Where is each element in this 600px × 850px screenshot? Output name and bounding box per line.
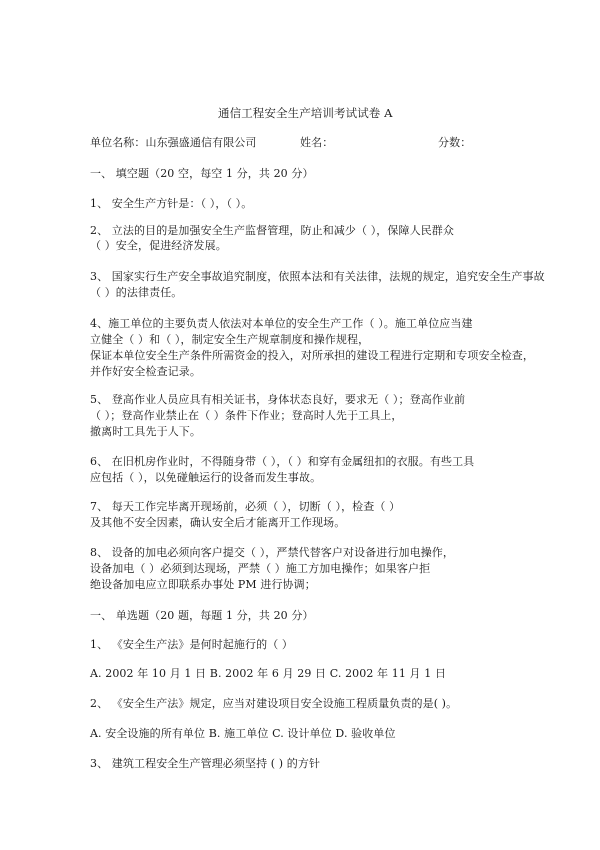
fill-question-3-line-1: 3、 国家实行生产安全事故追究制度，依照本法和有关法律，法规的规定，追究安全生产事故 [90, 270, 545, 283]
choice-question-2-stem: 2、 《安全生产法》规定，应当对建设项目安全设施工程质量负责的是( )。 [90, 697, 458, 710]
choice-section-heading: 一、 单选题（20 题，每题 1 分，共 20 分） [90, 609, 314, 622]
fill-question-5-line-3: 撤离时工具先于人下。 [90, 425, 201, 438]
fill-question-4-line-3: 保证本单位安全生产条件所需资金的投入，对所承担的建设工程进行定期和专项安全检查， [90, 349, 534, 362]
choice-question-2-options: A. 安全设施的所有单位 B. 施工单位 C. 设计单位 D. 验收单位 [90, 727, 396, 740]
exam-title: 通信工程安全生产培训考试试卷 A [218, 106, 393, 120]
choice-question-3-stem: 3、 建筑工程安全生产管理必须坚持 ( ) 的方针 [90, 757, 321, 770]
fill-question-8-line-2: 设备加电（ ）必须到达现场，严禁（ ）施工方加电操作；如果客户拒 [90, 562, 431, 575]
fill-question-4-line-2: 立健全（ ）和（ ），制定安全生产规章制度和操作规程， [90, 333, 370, 346]
choice-question-1-options: A. 2002 年 10 月 1 日 B. 2002 年 6 月 29 日 C. 2002 年 11 月 1 日 [90, 667, 447, 680]
choice-question-1-stem: 1、 《安全生产法》是何时起施行的（ ） [90, 638, 293, 651]
fill-question-6-line-2: 应包括（ ），以免碰触运行的设备而发生事故。 [90, 471, 322, 484]
score-label: 分数： [438, 136, 472, 149]
fill-question-2-line-2: （ ）安全，促进经济发展。 [90, 239, 227, 252]
fill-question-7-line-2: 及其他不安全因素，确认安全后才能离开工作现场。 [90, 516, 346, 529]
fill-question-4-line-4: 并作好安全检查记录。 [90, 365, 201, 378]
fill-question-5-line-2: （ ）；登高作业禁止在（ ）条件下作业；登高时人先于工具上， [90, 409, 403, 422]
fill-question-8-line-1: 8、 设备的加电必须向客户提交（ ），严禁代替客户对设备进行加电操作， [90, 546, 454, 559]
fill-question-2-line-1: 2、 立法的目的是加强安全生产监督管理，防止和减少（ ），保障人民群众 [90, 224, 454, 237]
fill-question-4-line-1: 4、施工单位的主要负责人依法对本单位的安全生产工作（ ）。施工单位应当建 [90, 317, 473, 330]
fill-question-8-line-3: 绝设备加电应立即联系办事处 PM 进行协调； [90, 578, 316, 591]
fill-question-1: 1、 安全生产方针是：（ ），（ ）。 [90, 197, 253, 210]
fill-question-5-line-1: 5、 登高作业人员应具有相关证书，身体状态良好，要求无（ ）；登高作业前 [90, 393, 466, 406]
name-label: 姓名： [300, 136, 334, 149]
fill-question-3-line-2: （ ）的法律责任。 [90, 286, 183, 299]
fill-question-7-line-1: 7、 每天工作完毕离开现场前，必须（ ），切断（ ），检查（ ） [90, 500, 401, 513]
unit-name-label: 单位名称：山东强盛通信有限公司 [90, 136, 257, 149]
fill-question-6-line-1: 6、 在旧机房作业时，不得随身带（ ），（ ）和穿有金属纽扣的衣服。有些工具 [90, 455, 475, 468]
fill-in-section-heading: 一、 填空题（20 空，每空 1 分，共 20 分） [90, 167, 314, 180]
